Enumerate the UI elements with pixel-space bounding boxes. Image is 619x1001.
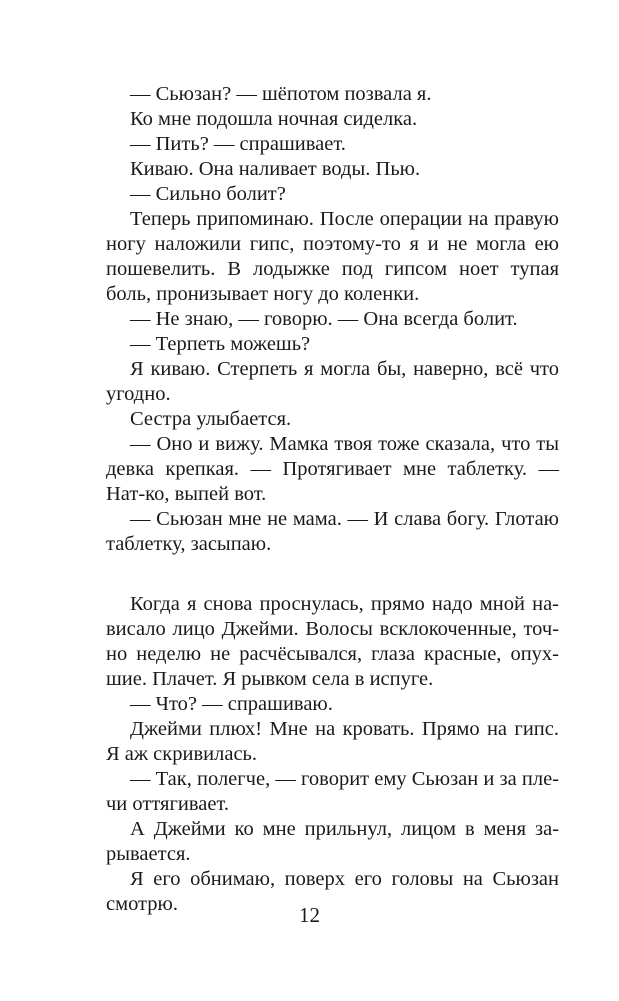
paragraph: — Оно и вижу. Мамка твоя тоже сказала, что ты девка крепкая. — Протягивает мне таблетку. — Нат-ко, выпей вот. bbox=[106, 433, 559, 505]
paragraph: Я киваю. Стерпеть я могла бы, наверно, всё что угодно. bbox=[106, 358, 559, 405]
paragraph: — Сильно болит? bbox=[130, 183, 286, 205]
paragraph: Теперь припоминаю. После операции на правую ногу наложили гипс, поэтому-то я и не могла ею пошевелить. В лодыжке под гипсом ноет тупая боль, пронизывает ногу до коленки. bbox=[106, 208, 559, 305]
paragraph: Ко мне подошла ночная сиделка. bbox=[130, 108, 418, 130]
paragraph: — Пить? — спрашивает. bbox=[130, 133, 346, 155]
paragraph: Сестра улыбается. bbox=[130, 408, 292, 430]
page-number: 12 bbox=[299, 903, 320, 927]
page-body bbox=[106, 82, 559, 917]
paragraph: А Джейми ко мне прильнул, лицом в меня зарывается. bbox=[106, 818, 559, 865]
paragraph: — Что? — спрашиваю. bbox=[130, 693, 333, 715]
section-break bbox=[106, 557, 559, 592]
paragraph: Джейми плюх! Мне на кровать. Прямо на гипс. Я аж скривилась. bbox=[106, 718, 559, 765]
paragraph: — Сьюзан мне не мама. — И слава богу. Глотаю таблетку, засыпаю. bbox=[106, 508, 559, 555]
paragraph: Я его обнимаю, поверх его головы на Сьюзан смотрю. bbox=[106, 868, 559, 915]
paragraph: Когда я снова проснулась, прямо надо мной нависало лицо Джейми. Волосы всклокоченные, точно неделю не расчёсывался, глаза красные, опухшие. Плачет. Я рывком села в испуге. bbox=[106, 593, 559, 690]
paragraph: — Сьюзан? — шёпотом позвала я. bbox=[130, 83, 432, 105]
paragraph: — Так, полегче, — говорит ему Сьюзан и за плечи оттягивает. bbox=[106, 768, 559, 815]
paragraph: — Не знаю, — говорю. — Она всегда болит. bbox=[130, 308, 518, 330]
paragraph: — Терпеть можешь? bbox=[130, 333, 311, 355]
paragraph: Киваю. Она наливает воды. Пью. bbox=[130, 158, 421, 180]
